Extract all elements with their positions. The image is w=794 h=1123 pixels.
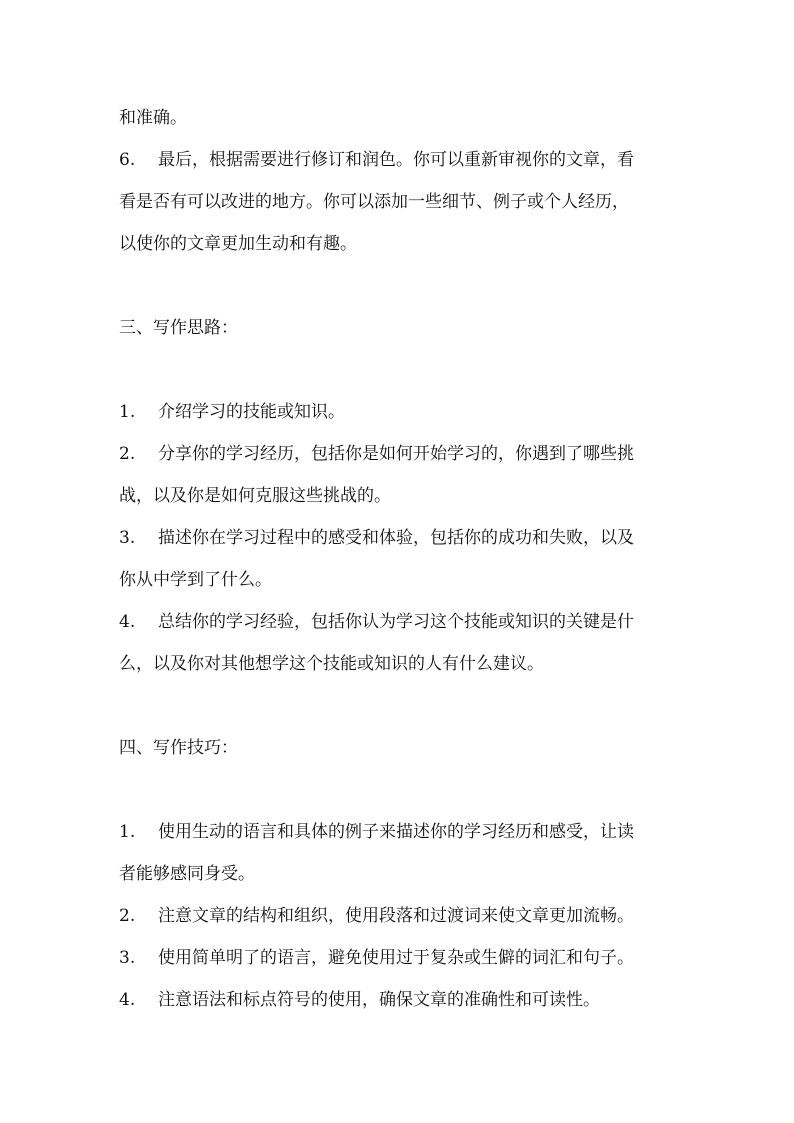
item-text: 以使你的文章更加生动和有趣。 [119, 234, 357, 254]
line-text: 和准确。 [119, 108, 187, 128]
list-item [119, 904, 679, 928]
heading-text: 三、写作思路： [119, 318, 238, 338]
list-item-6-cont [119, 190, 679, 214]
list-item [119, 946, 679, 970]
heading-text: 四、写作技巧： [119, 738, 238, 758]
list-item-cont [119, 484, 679, 508]
item-text: 分享你的学习经历，包括你是如何开始学习的，你遇到了哪些挑 [158, 444, 634, 464]
item-text: 看是否有可以改进的地方。你可以添加一些细节、例子或个人经历， [119, 192, 629, 212]
item-text: 者能够感同身受。 [119, 864, 255, 884]
list-item-6-cont [119, 232, 679, 256]
item-number: 3. [119, 948, 136, 968]
paragraph-line [119, 106, 679, 130]
list-item-cont [119, 652, 679, 676]
item-number: 6. [119, 150, 136, 170]
item-text: 战，以及你是如何克服这些挑战的。 [119, 486, 391, 506]
item-number: 1. [119, 822, 136, 842]
item-number: 2. [119, 444, 136, 464]
section-heading-3 [119, 316, 679, 340]
item-text: 总结你的学习经验，包括你认为学习这个技能或知识的关键是什 [158, 612, 634, 632]
item-number: 4. [119, 990, 136, 1010]
section-heading-4 [119, 736, 679, 760]
list-item-cont [119, 862, 679, 886]
item-text: 注意文章的结构和组织，使用段落和过渡词来使文章更加流畅。 [158, 906, 634, 926]
item-text: 么，以及你对其他想学这个技能或知识的人有什么建议。 [119, 654, 544, 674]
item-text: 介绍学习的技能或知识。 [158, 402, 345, 422]
list-item [119, 526, 679, 550]
list-item [119, 442, 679, 466]
item-text: 使用生动的语言和具体的例子来描述你的学习经历和感受，让读 [158, 822, 634, 842]
list-item-6 [119, 148, 679, 172]
item-number: 4. [119, 612, 136, 632]
item-text: 最后，根据需要进行修订和润色。你可以重新审视你的文章，看 [158, 150, 634, 170]
list-item [119, 820, 679, 844]
list-item [119, 400, 679, 424]
item-number: 1. [119, 402, 136, 422]
item-text: 使用简单明了的语言，避免使用过于复杂或生僻的词汇和句子。 [158, 948, 634, 968]
item-number: 3. [119, 528, 136, 548]
item-number: 2. [119, 906, 136, 926]
item-text: 描述你在学习过程中的感受和体验，包括你的成功和失败，以及 [158, 528, 634, 548]
list-item [119, 610, 679, 634]
item-text: 你从中学到了什么。 [119, 570, 272, 590]
item-text: 注意语法和标点符号的使用，确保文章的准确性和可读性。 [158, 990, 600, 1010]
list-item [119, 988, 679, 1012]
list-item-cont [119, 568, 679, 592]
